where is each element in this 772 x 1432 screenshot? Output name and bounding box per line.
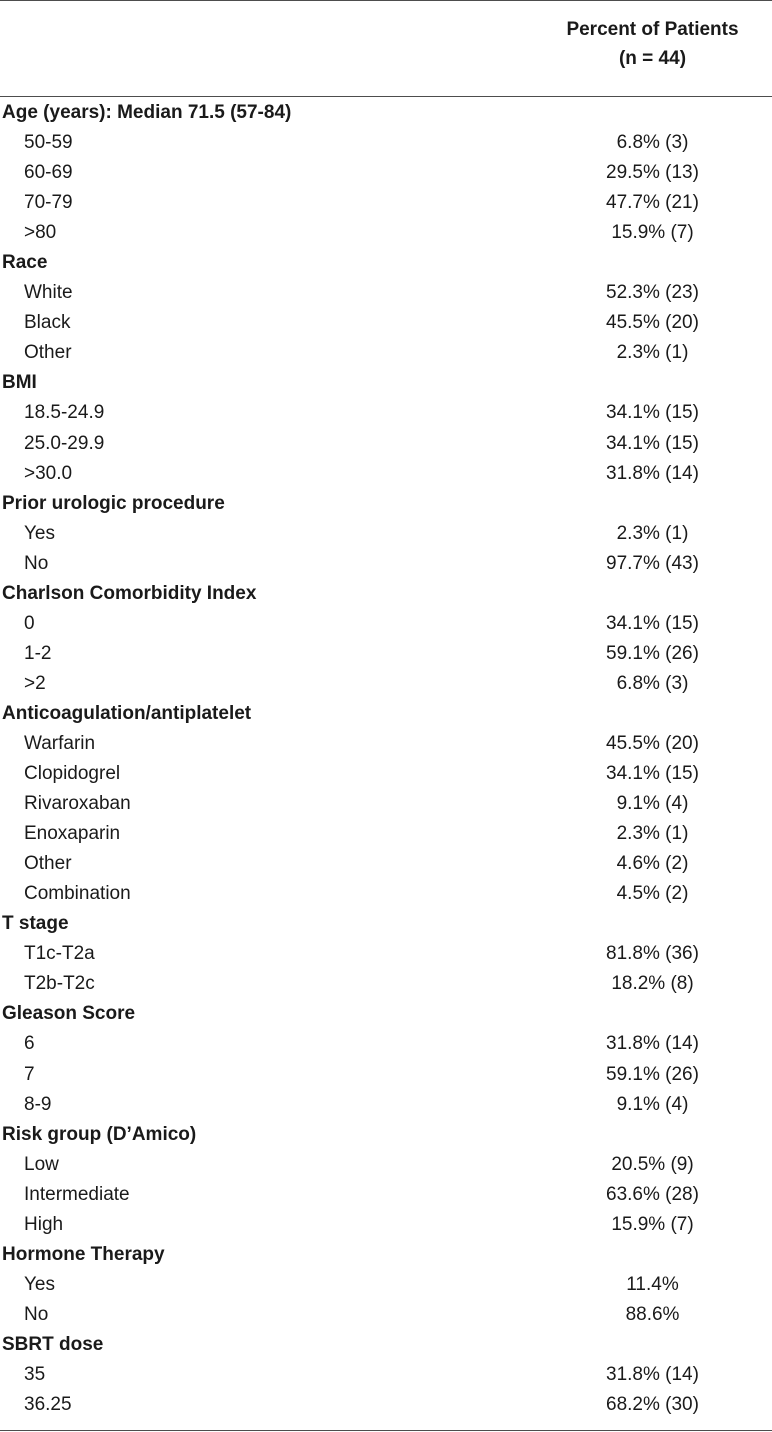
row-label: High — [24, 1213, 64, 1235]
row-value: 4.6% (2) — [616, 853, 689, 875]
row-value: 47.7% (21) — [606, 192, 699, 214]
section-header-row — [0, 98, 772, 128]
row-value: 88.6% — [625, 1303, 680, 1325]
row-label: 0 — [24, 612, 35, 634]
section-header-row — [0, 368, 772, 398]
row-value: 59.1% (26) — [606, 642, 699, 664]
table-body — [0, 98, 772, 1420]
section-header-row — [0, 579, 772, 609]
row-value: 15.9% (7) — [611, 1213, 694, 1235]
section-label: Race — [2, 252, 48, 274]
section-label: Risk group (D’Amico) — [2, 1123, 197, 1145]
row-value: 9.1% (4) — [616, 793, 689, 815]
table-row — [0, 819, 772, 849]
table-row — [0, 128, 772, 158]
row-value: 59.1% (26) — [606, 1063, 699, 1085]
table-row — [0, 879, 772, 909]
row-label: Other — [24, 853, 72, 875]
row-label: No — [24, 552, 49, 574]
section-label: Charlson Comorbidity Index — [2, 582, 257, 604]
table-row — [0, 1180, 772, 1210]
table-row — [0, 1270, 772, 1300]
row-value: 31.8% (14) — [606, 1033, 699, 1055]
table-row — [0, 1210, 772, 1240]
section-label: SBRT dose — [2, 1333, 104, 1355]
section-header-row — [0, 248, 772, 278]
row-label: T2b-T2c — [24, 973, 95, 995]
row-value: 9.1% (4) — [616, 1093, 689, 1115]
section-label: Age (years): Median 71.5 (57-84) — [2, 102, 292, 123]
row-value: 18.2% (8) — [611, 973, 694, 995]
table-row — [0, 1390, 772, 1420]
section-label: T stage — [2, 913, 69, 935]
row-value: 31.8% (14) — [606, 462, 699, 484]
table-row — [0, 939, 772, 969]
row-label: Enoxaparin — [24, 823, 121, 845]
row-value: 4.5% (2) — [616, 883, 689, 905]
section-header-row — [0, 1240, 772, 1270]
row-label: Rivaroxaban — [24, 793, 131, 815]
table-row — [0, 1090, 772, 1120]
row-label: Intermediate — [24, 1183, 130, 1205]
section-header-row — [0, 1120, 772, 1150]
row-label: 36.25 — [24, 1394, 72, 1416]
table-bottom-rule — [0, 1430, 772, 1431]
table-row — [0, 218, 772, 248]
table-row — [0, 1029, 772, 1059]
row-label: 50-59 — [24, 132, 73, 154]
row-value: 45.5% (20) — [606, 732, 699, 754]
table-row — [0, 459, 772, 489]
row-label: >80 — [24, 222, 57, 244]
row-value: 63.6% (28) — [606, 1183, 699, 1205]
row-label: 1-2 — [24, 642, 52, 664]
row-value: 29.5% (13) — [606, 162, 699, 184]
table-row — [0, 308, 772, 338]
column-header-line-2: (n = 44) — [618, 48, 687, 69]
row-label: 25.0-29.9 — [24, 432, 105, 454]
row-value: 45.5% (20) — [606, 312, 699, 334]
section-label: Prior urologic procedure — [2, 492, 225, 514]
row-label: 18.5-24.9 — [24, 402, 105, 424]
section-header-row — [0, 1330, 772, 1360]
section-header-row — [0, 699, 772, 729]
row-value: 6.8% (3) — [616, 132, 689, 154]
table-row — [0, 969, 772, 999]
row-label: 8-9 — [24, 1093, 52, 1115]
row-value: 34.1% (15) — [606, 612, 699, 634]
row-label: Combination — [24, 883, 131, 905]
section-label: BMI — [2, 372, 37, 394]
table-row — [0, 278, 772, 308]
column-header-line-1: Percent of Patients — [566, 19, 739, 40]
row-label: White — [24, 282, 73, 304]
table-top-rule — [0, 0, 772, 1]
table-row — [0, 1150, 772, 1180]
table-row — [0, 549, 772, 579]
row-value: 15.9% (7) — [611, 222, 694, 244]
table-row — [0, 669, 772, 699]
row-value: 2.3% (1) — [616, 522, 689, 544]
table-row — [0, 1300, 772, 1330]
row-value: 11.4% — [626, 1273, 679, 1295]
row-label: 6 — [24, 1033, 35, 1055]
table-row — [0, 398, 772, 428]
section-label: Hormone Therapy — [2, 1243, 165, 1265]
table-row — [0, 639, 772, 669]
row-value: 81.8% (36) — [606, 943, 699, 965]
row-label: Low — [24, 1153, 59, 1175]
table-row — [0, 519, 772, 549]
row-label: T1c-T2a — [24, 943, 95, 965]
section-label: Gleason Score — [2, 1003, 136, 1025]
section-header-row — [0, 909, 772, 939]
column-header-percent-of-patients — [540, 15, 765, 73]
row-label: >30.0 — [24, 462, 73, 484]
table-row — [0, 609, 772, 639]
row-value: 2.3% (1) — [616, 342, 689, 364]
table-row — [0, 1060, 772, 1090]
row-label: 60-69 — [24, 162, 73, 184]
section-header-row — [0, 489, 772, 519]
row-label: 7 — [24, 1063, 35, 1085]
table-row — [0, 849, 772, 879]
table-row — [0, 759, 772, 789]
row-label: Warfarin — [24, 732, 96, 754]
row-value: 34.1% (15) — [606, 402, 699, 424]
row-value: 52.3% (23) — [606, 282, 699, 304]
row-label: Clopidogrel — [24, 763, 121, 785]
row-label: 35 — [24, 1363, 46, 1385]
row-label: >2 — [24, 672, 46, 694]
row-value: 2.3% (1) — [616, 823, 689, 845]
row-label: No — [24, 1303, 49, 1325]
row-label: Other — [24, 342, 72, 364]
row-label: Yes — [24, 522, 55, 544]
section-label: Anticoagulation/antiplatelet — [2, 702, 252, 724]
table-row — [0, 429, 772, 459]
row-value: 34.1% (15) — [606, 763, 699, 785]
table-row — [0, 188, 772, 218]
row-value: 20.5% (9) — [611, 1153, 694, 1175]
table-row — [0, 729, 772, 759]
row-label: 70-79 — [24, 192, 73, 214]
row-value: 6.8% (3) — [616, 672, 689, 694]
row-label: Black — [24, 312, 71, 334]
row-value: 31.8% (14) — [606, 1363, 699, 1385]
table-row — [0, 1360, 772, 1390]
table-row — [0, 158, 772, 188]
table-row — [0, 338, 772, 368]
header-divider-rule — [0, 96, 772, 97]
row-value: 68.2% (30) — [606, 1394, 699, 1416]
row-value: 97.7% (43) — [606, 552, 699, 574]
row-label: Yes — [24, 1273, 55, 1295]
table-row — [0, 789, 772, 819]
row-value: 34.1% (15) — [606, 432, 699, 454]
section-header-row — [0, 999, 772, 1029]
